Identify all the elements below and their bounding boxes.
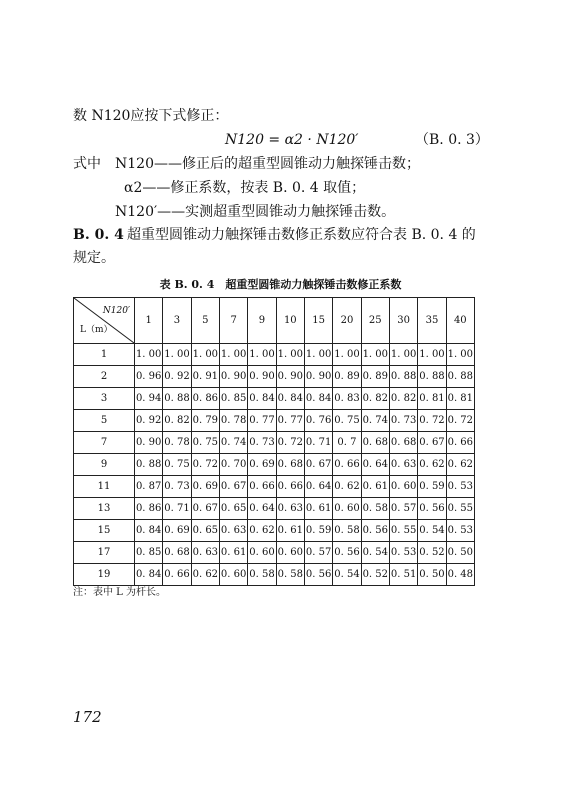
table-cell: 0. 84 bbox=[304, 388, 332, 410]
page-number: 172 bbox=[73, 708, 102, 726]
table-cell: 1. 00 bbox=[191, 344, 219, 366]
table-row bbox=[74, 454, 475, 476]
table-cell: 0. 72 bbox=[191, 454, 219, 476]
table-cell: 0. 78 bbox=[163, 432, 191, 454]
row-label-rod-length: 13 bbox=[74, 498, 135, 520]
table-cell: 0. 66 bbox=[163, 564, 191, 586]
table-cell: 0. 67 bbox=[304, 454, 332, 476]
column-header: 3 bbox=[163, 298, 191, 344]
table-cell: 0. 63 bbox=[219, 520, 247, 542]
row-label-rod-length: 2 bbox=[74, 366, 135, 388]
table-header-row bbox=[74, 298, 475, 344]
definition-n120: N120——修正后的超重型圆锥动力触探锤击数； bbox=[115, 156, 420, 172]
table-cell: 0. 82 bbox=[163, 410, 191, 432]
table-row bbox=[74, 410, 475, 432]
table-cell: 0. 71 bbox=[163, 498, 191, 520]
table-cell: 0. 75 bbox=[333, 410, 361, 432]
table-cell: 0. 85 bbox=[135, 542, 163, 564]
table-cell: 0. 94 bbox=[135, 388, 163, 410]
where-prefix: 式中 bbox=[73, 156, 101, 172]
table-cell: 0. 74 bbox=[361, 410, 389, 432]
table-cell: 0. 68 bbox=[163, 542, 191, 564]
table-cell: 0. 75 bbox=[191, 432, 219, 454]
table-cell: 0. 58 bbox=[333, 520, 361, 542]
table-cell: 1. 00 bbox=[389, 344, 417, 366]
table-body bbox=[74, 344, 475, 586]
table-cell: 0. 89 bbox=[333, 366, 361, 388]
table-cell: 0. 87 bbox=[135, 476, 163, 498]
table-cell: 0. 59 bbox=[418, 476, 446, 498]
table-cell: 0. 61 bbox=[304, 498, 332, 520]
table-cell: 0. 91 bbox=[191, 366, 219, 388]
table-cell: 0. 51 bbox=[389, 564, 417, 586]
table-cell: 0. 92 bbox=[135, 410, 163, 432]
table-cell: 0. 60 bbox=[248, 542, 276, 564]
table-cell: 0. 63 bbox=[191, 542, 219, 564]
table-cell: 0. 82 bbox=[361, 388, 389, 410]
table-cell: 0. 88 bbox=[389, 366, 417, 388]
table-cell: 0. 50 bbox=[418, 564, 446, 586]
table-cell: 1. 00 bbox=[361, 344, 389, 366]
table-cell: 0. 55 bbox=[389, 520, 417, 542]
table-cell: 1. 00 bbox=[418, 344, 446, 366]
table-cell: 0. 48 bbox=[446, 564, 474, 586]
table-cell: 0. 72 bbox=[418, 410, 446, 432]
table-cell: 0. 69 bbox=[248, 454, 276, 476]
column-header: 5 bbox=[191, 298, 219, 344]
table-cell: 0. 73 bbox=[163, 476, 191, 498]
formula-reference: （B. 0. 3） bbox=[415, 132, 489, 148]
table-cell: 0. 86 bbox=[191, 388, 219, 410]
table-cell: 0. 61 bbox=[219, 542, 247, 564]
table-row bbox=[74, 388, 475, 410]
column-header: 25 bbox=[361, 298, 389, 344]
table-cell: 0. 71 bbox=[304, 432, 332, 454]
table-cell: 0. 86 bbox=[135, 498, 163, 520]
table-cell: 0. 56 bbox=[361, 520, 389, 542]
table-cell: 0. 96 bbox=[135, 366, 163, 388]
table-cell: 0. 54 bbox=[418, 520, 446, 542]
table-cell: 1. 00 bbox=[304, 344, 332, 366]
row-label-rod-length: 15 bbox=[74, 520, 135, 542]
table-cell: 0. 81 bbox=[418, 388, 446, 410]
table-cell: 0. 66 bbox=[446, 432, 474, 454]
row-label-rod-length: 7 bbox=[74, 432, 135, 454]
table-cell: 0. 54 bbox=[333, 564, 361, 586]
table-cell: 0. 84 bbox=[135, 564, 163, 586]
intro-text: 数 N120应按下式修正： bbox=[73, 108, 229, 124]
column-header: 35 bbox=[418, 298, 446, 344]
table-cell: 0. 88 bbox=[418, 366, 446, 388]
table-row bbox=[74, 432, 475, 454]
table-cell: 0. 85 bbox=[219, 388, 247, 410]
table-cell: 1. 00 bbox=[333, 344, 361, 366]
definition-n120-measured: N120′——实测超重型圆锥动力触探锤击数。 bbox=[115, 204, 396, 220]
column-header: 40 bbox=[446, 298, 474, 344]
table-row bbox=[74, 498, 475, 520]
table-cell: 0. 69 bbox=[191, 476, 219, 498]
table-cell: 0. 66 bbox=[333, 454, 361, 476]
table-cell: 0. 7 bbox=[333, 432, 361, 454]
table-cell: 0. 81 bbox=[446, 388, 474, 410]
table-cell: 0. 60 bbox=[333, 498, 361, 520]
table-cell: 0. 62 bbox=[333, 476, 361, 498]
table-cell: 0. 68 bbox=[276, 454, 304, 476]
row-label-rod-length: 1 bbox=[74, 344, 135, 366]
table-cell: 0. 52 bbox=[361, 564, 389, 586]
table-cell: 0. 53 bbox=[446, 476, 474, 498]
table-cell: 0. 65 bbox=[191, 520, 219, 542]
column-header: 30 bbox=[389, 298, 417, 344]
table-cell: 0. 68 bbox=[361, 432, 389, 454]
table-cell: 0. 79 bbox=[191, 410, 219, 432]
table-cell: 0. 90 bbox=[219, 366, 247, 388]
formula: N120 = α2 · N120′ bbox=[225, 132, 359, 148]
table-cell: 0. 59 bbox=[304, 520, 332, 542]
table-cell: 0. 69 bbox=[163, 520, 191, 542]
table-row bbox=[74, 366, 475, 388]
table-caption: 表 B. 0. 4 超重型圆锥动力触探锤击数修正系数 bbox=[159, 278, 402, 291]
table-cell: 1. 00 bbox=[248, 344, 276, 366]
table-note: 注：表中 L 为杆长。 bbox=[73, 587, 166, 598]
table-cell: 0. 73 bbox=[389, 410, 417, 432]
table-cell: 0. 58 bbox=[361, 498, 389, 520]
column-header: 15 bbox=[304, 298, 332, 344]
column-header: 10 bbox=[276, 298, 304, 344]
table-cell: 0. 64 bbox=[304, 476, 332, 498]
table-cell: 0. 54 bbox=[361, 542, 389, 564]
table-cell: 0. 88 bbox=[163, 388, 191, 410]
column-header: 7 bbox=[219, 298, 247, 344]
table-cell: 0. 53 bbox=[446, 520, 474, 542]
table-cell: 0. 56 bbox=[418, 498, 446, 520]
table-cell: 0. 77 bbox=[248, 410, 276, 432]
table-row bbox=[74, 520, 475, 542]
table-cell: 0. 64 bbox=[248, 498, 276, 520]
table-cell: 0. 60 bbox=[276, 542, 304, 564]
column-header: 1 bbox=[135, 298, 163, 344]
table-cell: 0. 62 bbox=[446, 454, 474, 476]
table-cell: 0. 78 bbox=[219, 410, 247, 432]
table-cell: 0. 57 bbox=[389, 498, 417, 520]
row-label-rod-length: 17 bbox=[74, 542, 135, 564]
table-cell: 0. 55 bbox=[446, 498, 474, 520]
table-cell: 0. 73 bbox=[248, 432, 276, 454]
table-cell: 0. 61 bbox=[276, 520, 304, 542]
table-cell: 0. 62 bbox=[191, 564, 219, 586]
table-cell: 0. 84 bbox=[248, 388, 276, 410]
table-cell: 0. 60 bbox=[389, 476, 417, 498]
table-cell: 0. 58 bbox=[248, 564, 276, 586]
table-cell: 0. 83 bbox=[333, 388, 361, 410]
corner-label-n120: N120′ bbox=[102, 306, 130, 316]
table-cell: 0. 84 bbox=[276, 388, 304, 410]
table-cell: 0. 90 bbox=[135, 432, 163, 454]
definition-alpha2: α2——修正系数，按表 B. 0. 4 取值； bbox=[124, 180, 366, 196]
table-cell: 1. 00 bbox=[219, 344, 247, 366]
table-cell: 0. 75 bbox=[163, 454, 191, 476]
table-cell: 0. 84 bbox=[135, 520, 163, 542]
row-label-rod-length: 9 bbox=[74, 454, 135, 476]
table-cell: 0. 88 bbox=[135, 454, 163, 476]
table-cell: 1. 00 bbox=[135, 344, 163, 366]
table-cell: 0. 67 bbox=[219, 476, 247, 498]
table-cell: 0. 65 bbox=[219, 498, 247, 520]
table-cell: 0. 92 bbox=[163, 366, 191, 388]
table-cell: 0. 62 bbox=[418, 454, 446, 476]
table-cell: 0. 74 bbox=[219, 432, 247, 454]
table-cell: 0. 60 bbox=[219, 564, 247, 586]
table-cell: 0. 72 bbox=[446, 410, 474, 432]
table-cell: 0. 56 bbox=[333, 542, 361, 564]
clause-text-line2: 规定。 bbox=[73, 250, 115, 266]
table-cell: 0. 88 bbox=[446, 366, 474, 388]
table-cell: 0. 66 bbox=[248, 476, 276, 498]
table-cell: 1. 00 bbox=[446, 344, 474, 366]
table-cell: 1. 00 bbox=[276, 344, 304, 366]
table-cell: 0. 77 bbox=[276, 410, 304, 432]
table-cell: 0. 52 bbox=[418, 542, 446, 564]
table-cell: 0. 90 bbox=[304, 366, 332, 388]
table-cell: 0. 66 bbox=[276, 476, 304, 498]
table-cell: 0. 72 bbox=[276, 432, 304, 454]
clause-number: B. 0. 4 bbox=[73, 227, 124, 243]
correction-coefficient-table bbox=[73, 297, 475, 586]
table-row bbox=[74, 476, 475, 498]
column-header: 20 bbox=[333, 298, 361, 344]
table-cell: 0. 57 bbox=[304, 542, 332, 564]
table-cell: 0. 61 bbox=[361, 476, 389, 498]
row-label-rod-length: 5 bbox=[74, 410, 135, 432]
row-label-rod-length: 19 bbox=[74, 564, 135, 586]
table-cell: 0. 62 bbox=[248, 520, 276, 542]
table-cell: 0. 64 bbox=[361, 454, 389, 476]
diagonal-divider bbox=[74, 298, 134, 343]
table-cell: 0. 63 bbox=[389, 454, 417, 476]
table-cell: 0. 89 bbox=[361, 366, 389, 388]
table-cell: 0. 90 bbox=[276, 366, 304, 388]
table-cell: 0. 82 bbox=[389, 388, 417, 410]
row-label-rod-length: 3 bbox=[74, 388, 135, 410]
table-cell: 0. 67 bbox=[191, 498, 219, 520]
table-cell: 1. 00 bbox=[163, 344, 191, 366]
table-cell: 0. 53 bbox=[389, 542, 417, 564]
row-label-rod-length: 11 bbox=[74, 476, 135, 498]
table-corner-cell bbox=[74, 298, 135, 344]
table-cell: 0. 70 bbox=[219, 454, 247, 476]
clause-text-line1: 超重型圆锥动力触探锤击数修正系数应符合表 B. 0. 4 的 bbox=[127, 227, 476, 243]
table-cell: 0. 68 bbox=[389, 432, 417, 454]
table-row bbox=[74, 542, 475, 564]
table-cell: 0. 56 bbox=[304, 564, 332, 586]
column-header: 9 bbox=[248, 298, 276, 344]
table-cell: 0. 90 bbox=[248, 366, 276, 388]
table-cell: 0. 76 bbox=[304, 410, 332, 432]
table-cell: 0. 63 bbox=[276, 498, 304, 520]
table-cell: 0. 58 bbox=[276, 564, 304, 586]
corner-label-rod-length: L（m） bbox=[80, 325, 113, 335]
table-cell: 0. 50 bbox=[446, 542, 474, 564]
table-row bbox=[74, 344, 475, 366]
table-cell: 0. 67 bbox=[418, 432, 446, 454]
